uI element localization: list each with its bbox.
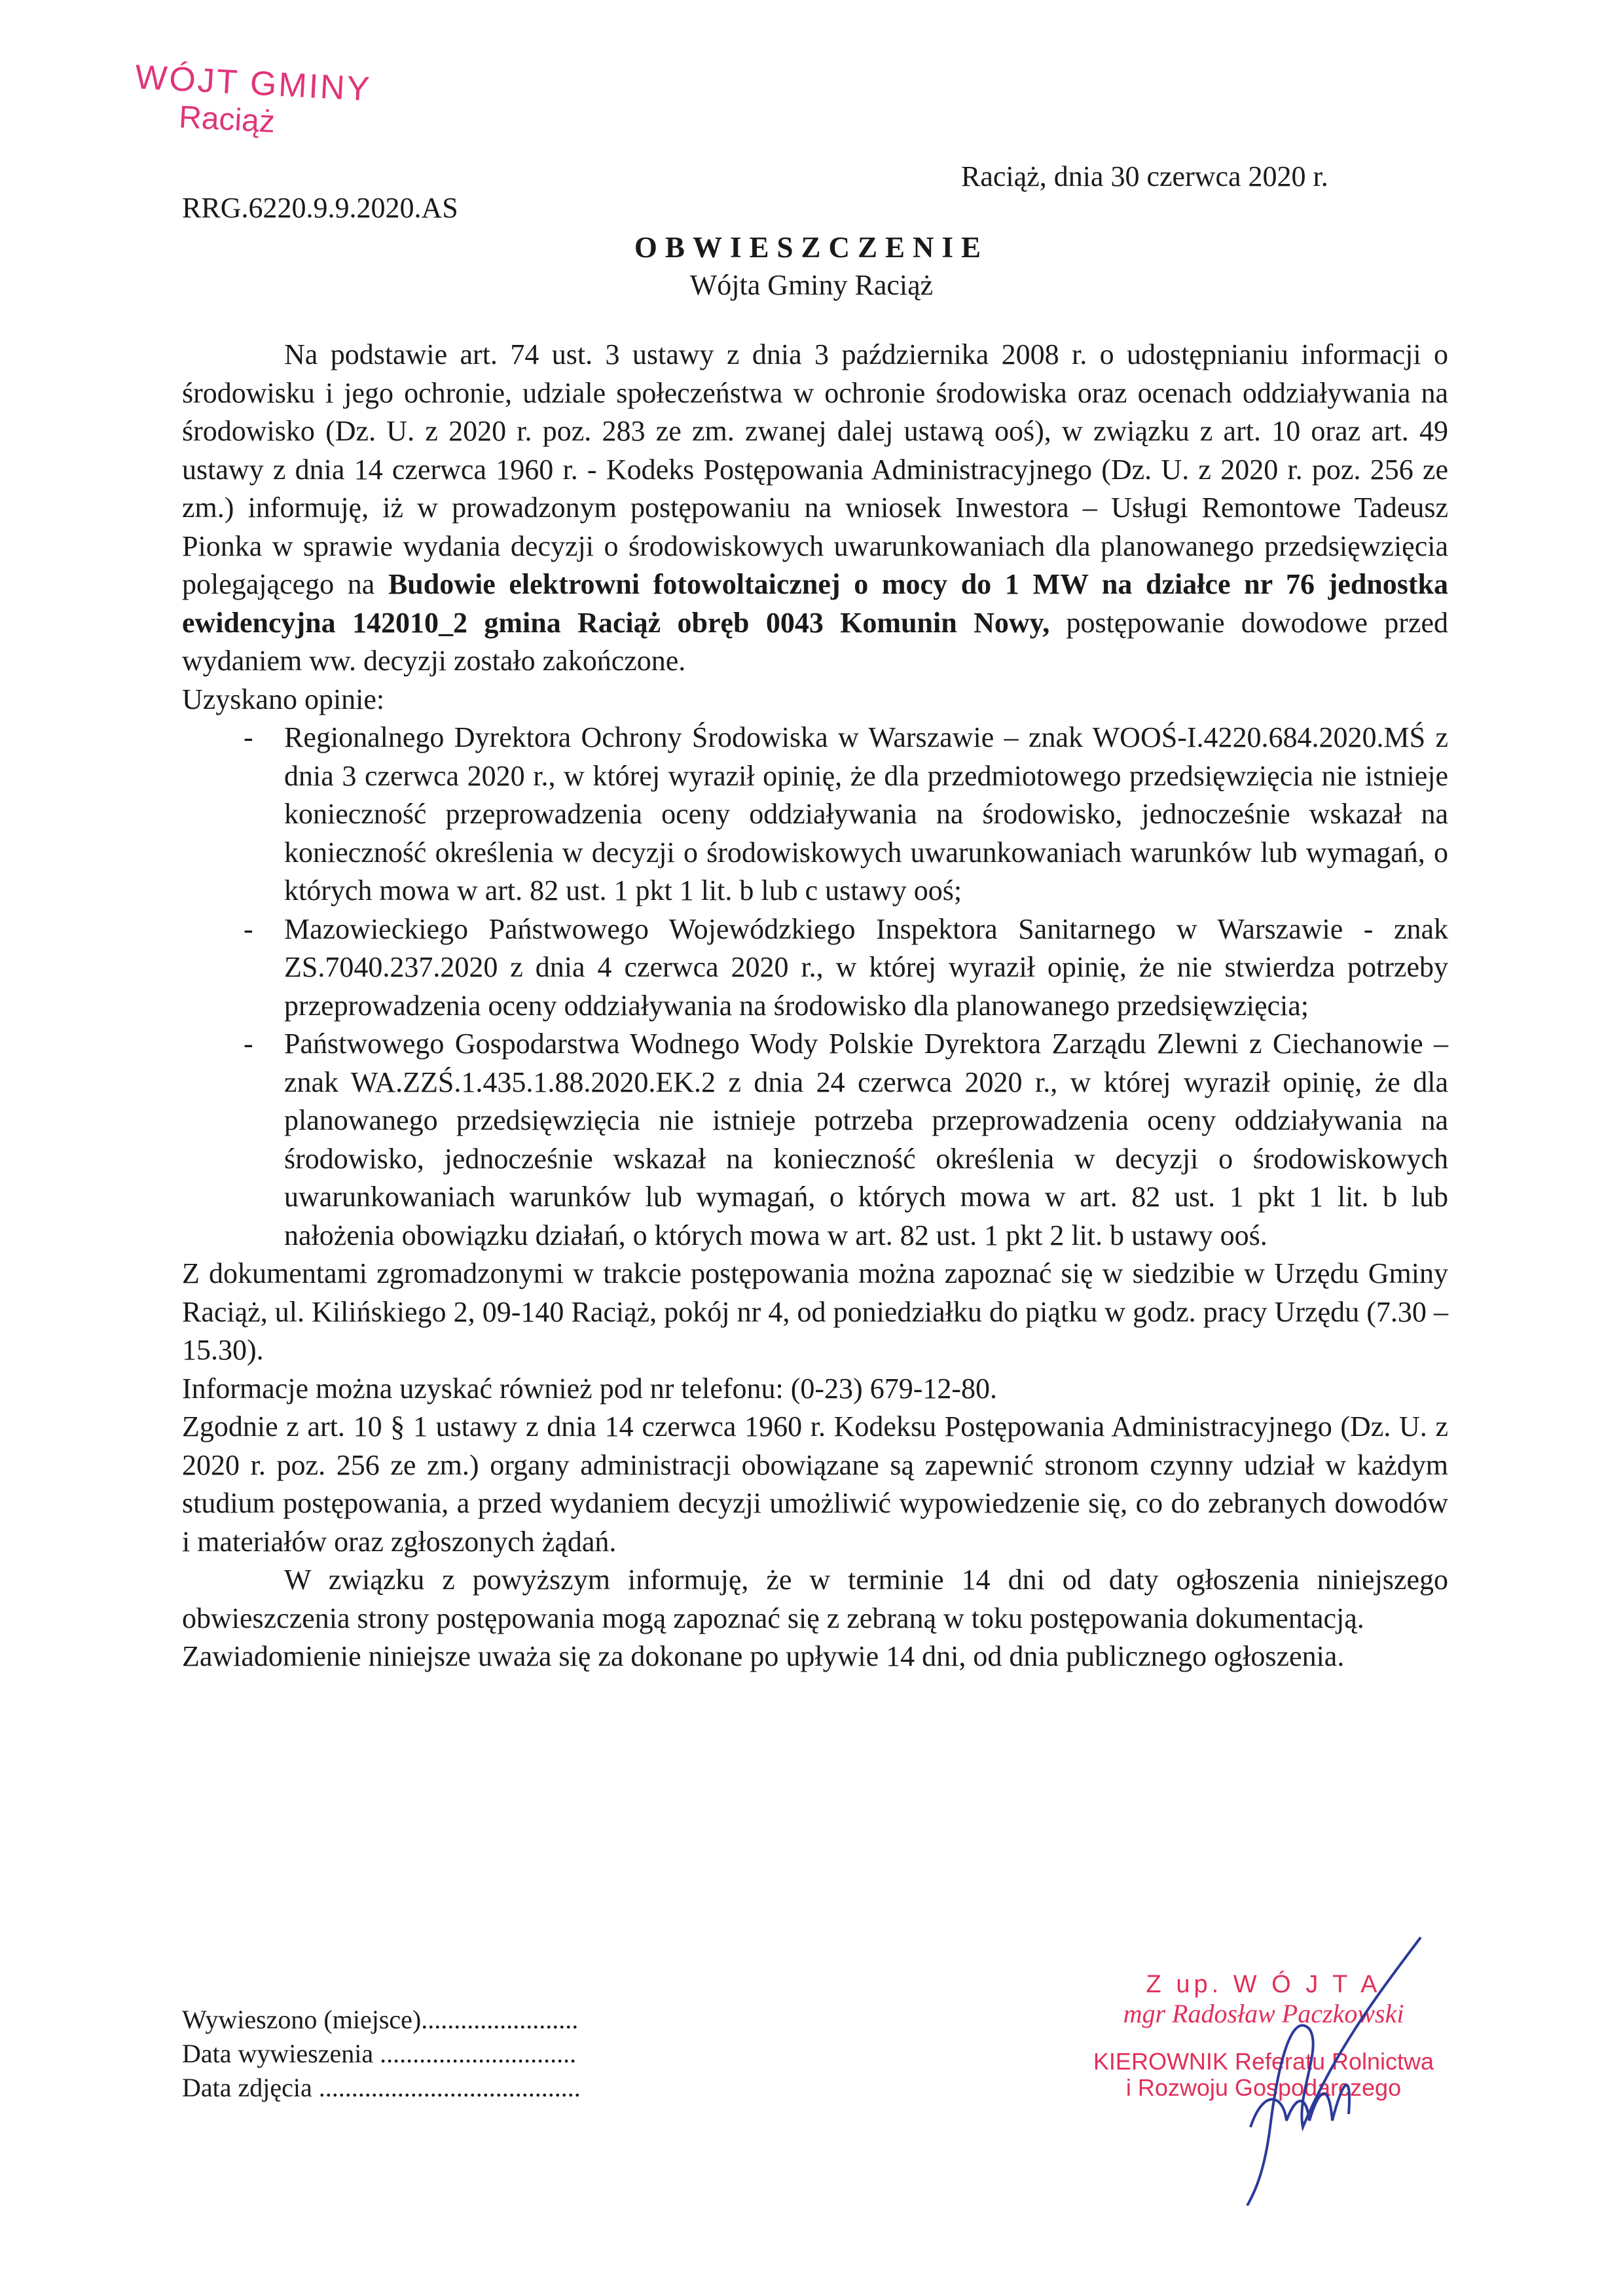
kpa-info-paragraph: Zgodnie z art. 10 § 1 ustawy z dnia 14 czerwca 1960 r. Kodeksu Postępowania Administracyjnego (Dz. U. z 2020 r. poz. 256 ze zm.) organy administracji obowiązane są zapewnić stronom czynny udział w każdym studium postępowania, a przed wydaniem decyzji umożliwić wypowiedzenie się, co do zebranych dowodów i materiałów oraz zgłoszonych żądań.	[182, 1410, 1448, 1558]
notice-effective-paragraph: Zawiadomienie niniejsze uważa się za dokonane po upływie 14 dni, od dnia publicznego ogłoszenia.	[182, 1640, 1345, 1672]
dash-bullet: -	[244, 721, 253, 753]
posted-place-field: Wywieszono (miejsce)........................	[182, 2005, 579, 2034]
opinions-list	[182, 719, 1448, 1255]
case-reference-number: RRG.6220.9.9.2020.AS	[182, 192, 458, 224]
phone-info-paragraph: Informacje można uzyskać również pod nr telefonu: (0-23) 679-12-80.	[182, 1372, 997, 1405]
dash-bullet: -	[244, 912, 253, 945]
project-description: Budowie elektrowni fotowoltaicznej o mocy do 1 MW na działce nr 76 jednostka ewidencyjna 142010_2 gmina Raciąż obręb 0043 Komunin Nowy,	[182, 568, 1449, 639]
stamp-role-line-1: KIEROWNIK Referatu Rolnictwa	[1093, 2048, 1434, 2075]
opinion-item	[182, 1025, 1448, 1255]
intro-text-1: Na podstawie art. 74 ust. 3 ustawy z dnia 3 października 2008 r. o udostępnianiu informacji o środowisku i jego ochronie, udziale społeczeństwa w ochronie środowiska oraz ocenach oddziaływania na środowisko (Dz. U. z 2020 r. poz. 283 ze zm. zwanej dalej ustawą ooś), w związku z art. 10 oraz art. 49 ustawy z dnia 14 czerwca 1960 r. - Kodeks Postępowania Administracyjnego (Dz. U. z 2020 r. poz. 256 ze zm.) informuję, iż w prowadzonym postępowaniu na wniosek Inwestora – Usługi Remontowe Tadeusz Pionka w sprawie wydania decyzji o środowiskowych uwarunkowaniach dla planowanego przedsięwzięcia polegającego na	[182, 338, 1448, 600]
official-stamp-wojt-gminy	[132, 58, 373, 146]
opinion-text: Mazowieckiego Państwowego Wojewódzkiego Inspektora Sanitarnego w Warszawie - znak ZS.7040.237.2020 z dnia 4 czerwca 2020 r., w której wyraził opinię, że nie stwierdza potrzeby przeprowadzenia oceny oddziaływania na środowisko dla planowanego przedsięwzięcia;	[284, 912, 1448, 1022]
dash-bullet: -	[244, 1028, 253, 1060]
place-and-date: Raciąż, dnia 30 czerwca 2020 r.	[961, 160, 1328, 192]
deadline-info-paragraph: W związku z powyższym informuję, że w terminie 14 dni od daty ogłoszenia niniejszego obwieszczenia strony postępowania mogą zapoznać się z zebraną w toku postępowania dokumentacją.	[182, 1564, 1448, 1634]
opinion-text: Państwowego Gospodarstwa Wodnego Wody Polskie Dyrektora Zarządu Zlewni z Ciechanowie – znak WA.ZZŚ.1.435.1.88.2020.EK.2 z dnia 24 czerwca 2020 r., w której wyraził opinię, że dla planowanego przedsięwzięcia nie istnieje potrzeba przeprowadzenia oceny oddziaływania na środowisko, jednocześnie wskazał na konieczność określenia w decyzji o środowiskowych uwarunkowaniach warunków lub wymagań, o których mowa w art. 82 ust. 1 pkt 1 lit. b lub nałożenia obowiązku działań, o których mowa w art. 82 ust. 1 pkt 2 lit. b ustawy ooś.	[284, 1028, 1448, 1251]
posting-fields	[182, 2003, 581, 2105]
documents-info-paragraph: Z dokumentami zgromadzonymi w trakcie postępowania można zapoznać się w siedzibie w Urzędu Gminy Raciąż, ul. Kilińskiego 2, 09-140 Raciąż, pokój nr 4, od poniedziałku do piątku w godz. pracy Urzędu (7.30 – 15.30).	[182, 1257, 1448, 1366]
document-title: OBWIESZCZENIE	[634, 231, 989, 264]
handwritten-signature-icon	[1172, 1931, 1447, 2206]
opinion-item	[182, 910, 1448, 1026]
intro-paragraph	[182, 336, 1448, 681]
stamp-signatory-name: mgr Radosław Paczkowski	[1123, 1999, 1404, 2028]
removed-date-field: Data zdjęcia ........................................	[182, 2073, 581, 2102]
intro-text-2: postępowanie dowodowe przed wydaniem ww. decyzji zostało zakończone.	[182, 606, 1448, 677]
opinion-item	[182, 719, 1448, 910]
stamp-line-2: Raciąż	[177, 99, 276, 140]
stamp-line-1: WÓJT GMINY	[134, 58, 373, 109]
stamp-authorization: Z up. W Ó J T A	[1146, 1971, 1381, 1998]
posted-date-field: Data wywieszenia ..............................	[182, 2039, 577, 2068]
stamp-role-line-2: i Rozwoju Gospodarczego	[1125, 2074, 1402, 2101]
opinion-text: Regionalnego Dyrektora Ochrony Środowiska w Warszawie – znak WOOŚ-I.4220.684.2020.MŚ z dnia 3 czerwca 2020 r., w której wyraził opinię, że dla przedmiotowego przedsięwzięcia nie istnieje konieczność przeprowadzenia oceny oddziaływania na środowisko, jednocześnie wskazał na konieczność określenia w decyzji o środowiskowych uwarunkowaniach warunków lub wymagań, o których mowa w art. 82 ust. 1 pkt 1 lit. b lub c ustawy ooś;	[284, 721, 1448, 906]
opinions-heading: Uzyskano opinie:	[182, 683, 385, 715]
document-body	[182, 336, 1448, 1676]
document-subtitle: Wójta Gminy Raciąż	[689, 269, 934, 301]
